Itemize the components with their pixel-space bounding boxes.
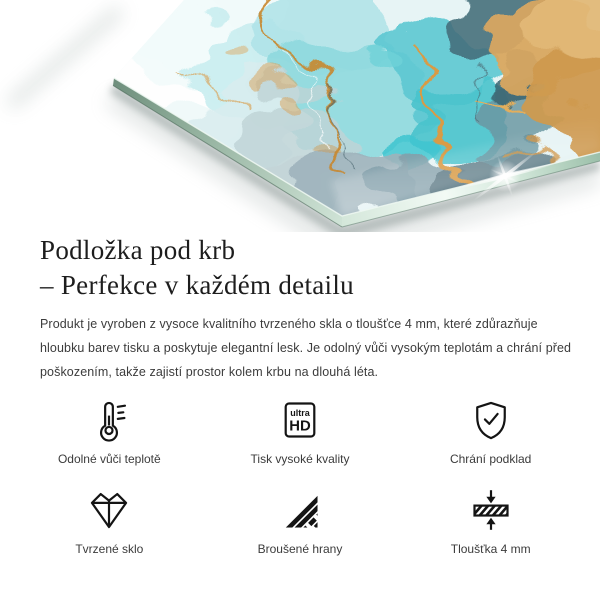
title-line-2: – Perfekce v každém detailu xyxy=(40,270,354,300)
feature-label: Tvrzené sklo xyxy=(75,542,144,556)
feature-label: Chrání podklad xyxy=(449,452,532,466)
features-grid xyxy=(0,398,600,556)
product-description: Produkt je vyroben z vysoce kvalitního tvrzeného skla o tloušťce 4 mm, které zdůrazňuje hloubku barev tisku a poskytuje elegantní lesk. Je odolný vůči vysokým teplotám a chrání před poškozením, takže zajistí prostor kolem krbu na dlouhá léta. xyxy=(40,317,572,379)
feature-print-quality xyxy=(205,398,396,466)
svg-text:HD: HD xyxy=(289,418,311,435)
title-line-1: Podložka pod krb xyxy=(40,235,236,265)
feature-thickness xyxy=(395,488,586,556)
feature-label: Broušené hrany xyxy=(257,542,343,556)
feature-protects-floor xyxy=(395,398,586,466)
glass-panel-render xyxy=(0,0,600,232)
feature-label: Tisk vysoké kvality xyxy=(250,452,350,466)
feature-polished-edges xyxy=(205,488,396,556)
product-photo xyxy=(0,0,600,232)
thermometer-icon xyxy=(87,398,131,442)
feature-heat-resistant xyxy=(14,398,205,466)
background-reflection xyxy=(10,10,120,105)
ultra-hd-icon xyxy=(278,398,322,442)
feature-label: Tloušťka 4 mm xyxy=(450,542,531,556)
page-title xyxy=(40,233,576,303)
diamond-icon xyxy=(87,488,131,532)
feature-tempered-glass xyxy=(14,488,205,556)
svg-text:ultra: ultra xyxy=(290,408,310,419)
shield-check-icon xyxy=(469,398,513,442)
thickness-icon xyxy=(469,488,513,532)
beveled-edges-icon xyxy=(278,488,322,532)
intro-section xyxy=(40,231,576,384)
feature-label: Odolné vůči teplotě xyxy=(57,452,161,466)
